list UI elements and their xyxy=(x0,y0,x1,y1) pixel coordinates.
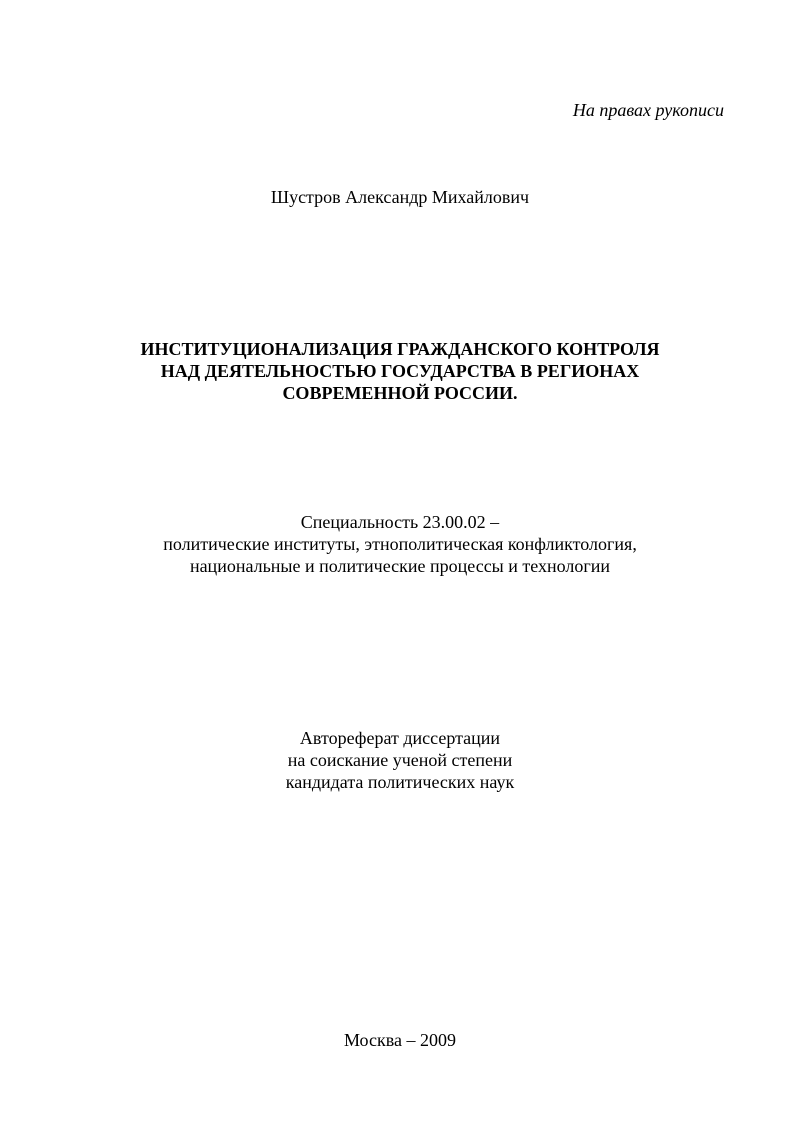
place-and-year: Москва – 2009 xyxy=(344,1030,456,1050)
title-line: СОВРЕМЕННОЙ РОССИИ. xyxy=(282,383,518,403)
title-line: ИНСТИТУЦИОНАЛИЗАЦИЯ ГРАЖДАНСКОГО КОНТРОЛЯ xyxy=(140,339,660,359)
abstract-block xyxy=(0,727,800,793)
rights-note: На правах рукописи xyxy=(572,100,724,120)
specialty-line: политические институты, этнополитическая конфликтология, xyxy=(163,534,637,554)
abstract-line: кандидата политических наук xyxy=(285,772,515,792)
title-line: НАД ДЕЯТЕЛЬНОСТЬЮ ГОСУДАРСТВА В РЕГИОНАХ xyxy=(160,361,640,381)
abstract-line: на соискание ученой степени xyxy=(287,750,513,770)
specialty-block xyxy=(0,511,800,577)
specialty-line: Специальность 23.00.02 – xyxy=(300,512,500,532)
abstract-line: Автореферат диссертации xyxy=(299,728,501,748)
dissertation-title xyxy=(0,338,800,404)
specialty-line: национальные и политические процессы и технологии xyxy=(189,556,611,576)
author-name: Шустров Александр Михайлович xyxy=(270,187,530,207)
